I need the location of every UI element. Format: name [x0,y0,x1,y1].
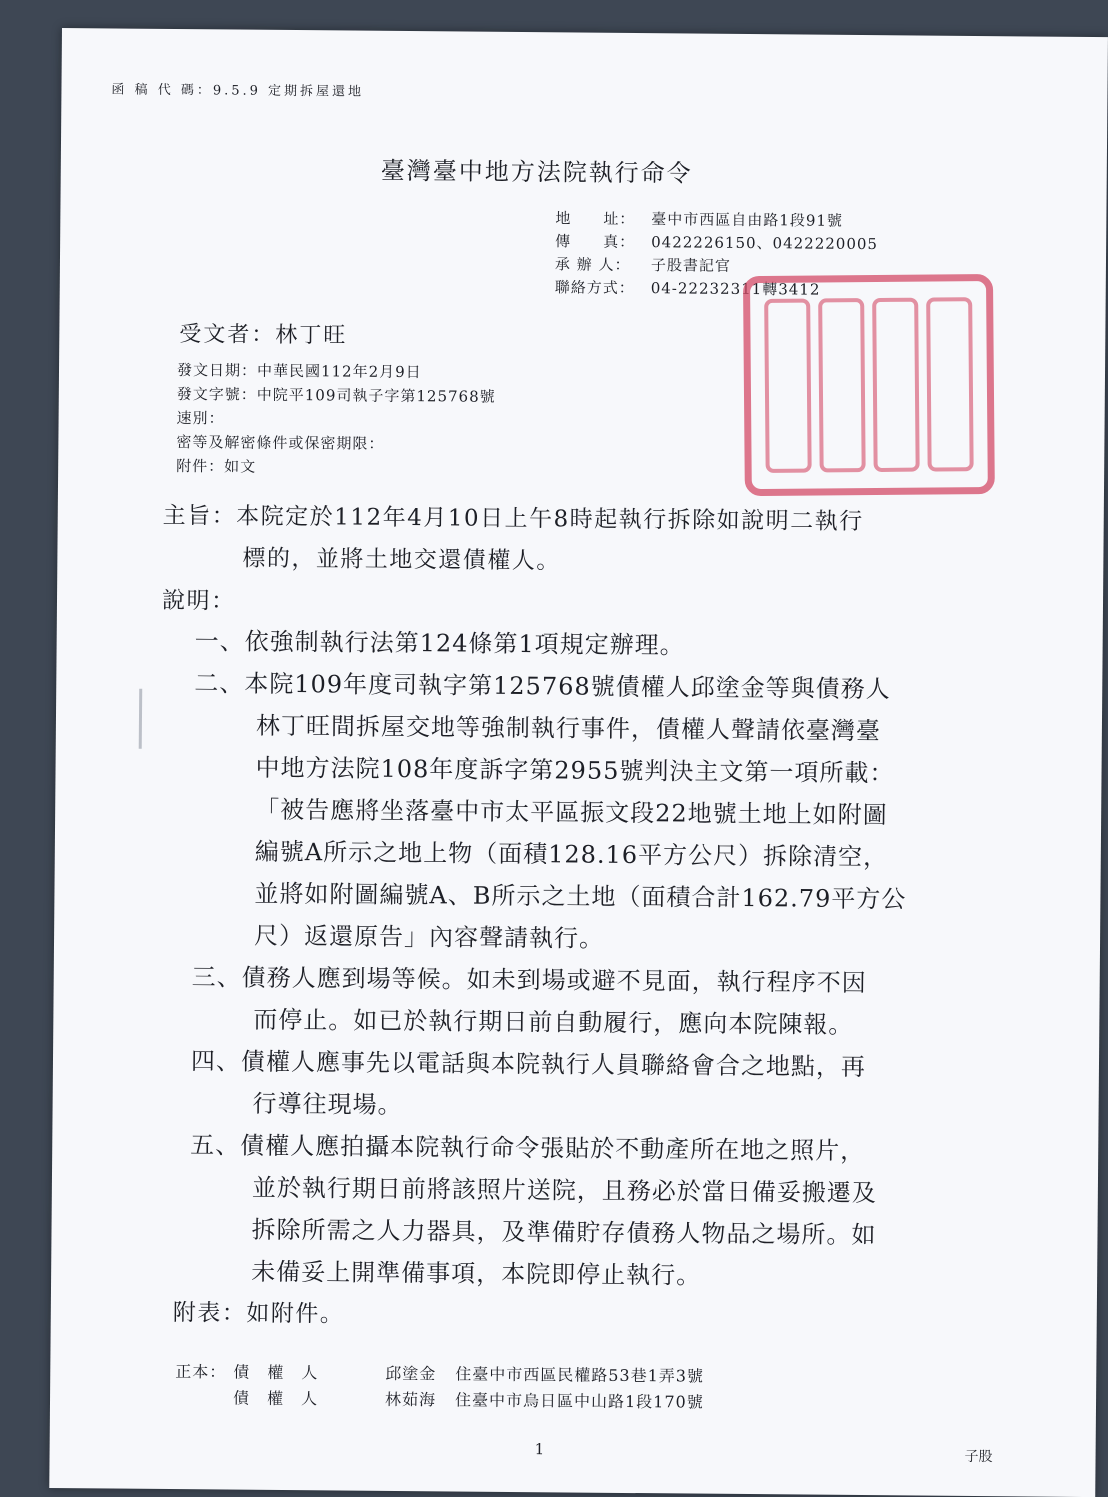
item-5-line-3: 拆除所需之人力器具，及準備貯存債務人物品之場所。如 [251,1215,877,1250]
handler-key: 承 辦 人： [554,255,631,274]
copies-label: 正本： [175,1362,227,1382]
item-2-line-2: 林丁旺間拆屋交地等強制執行事件，債權人聲請依臺灣臺 [255,711,882,746]
item-2-line-6: 並將如附圖編號A、B所示之土地（面積合計162.79平方公 [254,879,907,914]
address-line [555,207,843,231]
copy-2-role: 債 權 人 [232,1388,319,1409]
item-5-line-1: 五、債權人應拍攝本院執行命令張貼於不動產所在地之照片， [190,1131,866,1166]
contact-key: 聯絡方式： [554,278,635,298]
court-seal [743,274,995,496]
fax-line [555,230,878,254]
item-3-line-1: 三、債務人應到場等候。如未到場或避不見面，執行程序不因 [191,963,867,998]
item-5-line-2: 並於執行期日前將該照片送院，且務必於當日備妥搬遷及 [251,1173,877,1208]
attachment-note: 附表：如附件。 [172,1300,345,1328]
subject-line-2: 標的，並將土地交還債權人。 [242,545,561,575]
item-2-line-5: 編號A所示之地上物（面積128.16平方公尺）拆除清空， [254,837,889,872]
attachments-meta: 附件：如文 [176,457,257,476]
item-4-line-1: 四、債權人應事先以電話與本院執行人員聯絡會合之地點，再 [190,1047,867,1082]
item-4-line-2: 行導往現場。 [252,1089,403,1120]
item-5-line-4: 未備妥上開準備事項，本院即停止執行。 [251,1257,702,1290]
recipient: 受文者：林丁旺 [179,322,348,349]
copy-2-address: 住臺中市烏日區中山路1段170號 [454,1390,704,1412]
issue-date: 發文日期：中華民國112年2月9日 [176,361,422,382]
fax-key: 傳 真： [555,232,636,252]
item-2-line-1: 二、本院109年度司執字第125768號債權人邱塗金等與債務人 [194,669,891,704]
copy-1-name: 邱塗金 [385,1363,437,1384]
form-code: 函 稿 代 碼：9.5.9 定期拆屋還地 [111,82,365,100]
copy-1-role: 債 權 人 [233,1362,319,1383]
document-page [49,28,1108,1497]
unit-footer: 子股 [964,1448,993,1466]
fax-value: 0422226150、0422220005 [651,233,879,254]
speed-class: 速別： [176,409,225,428]
handler-value: 子股書記官 [650,256,732,275]
copy-1-address: 住臺中市西區民權路53巷1弄3號 [455,1364,705,1386]
copy-2-name: 林茹海 [384,1389,437,1410]
item-1-line-1: 一、依強制執行法第124條第1項規定辦理。 [194,627,685,660]
contact-value: 04-22232311轉3412 [650,279,821,299]
page-number: 1 [534,1440,545,1459]
document-number: 發文字號：中院平109司執子字第125768號 [176,385,496,406]
item-2-line-4: 「被告應將坐落臺中市太平區振文段22地號土地上如附圖 [255,795,888,830]
secrecy-level: 密等及解密條件或保密期限： [176,433,385,453]
item-2-line-3: 中地方法院108年度訴字第2955號判決主文第一項所載： [255,753,895,788]
handler-line [555,253,731,276]
address-value: 臺中市西區自由路1段91號 [651,210,844,230]
subject-line-1: 主旨：本院定於112年4月10日上午8時起執行拆除如說明二執行 [162,502,864,536]
punch-mark [139,689,143,749]
document-title: 臺灣臺中地方法院執行命令 [380,156,693,188]
item-3-line-2: 而停止。如已於執行期日前自動履行，應向本院陳報。 [253,1005,854,1039]
explain-label: 說明： [161,587,236,615]
address-key: 地 址： [555,209,636,229]
item-2-line-7: 尺）返還原告」內容聲請執行。 [253,921,605,953]
